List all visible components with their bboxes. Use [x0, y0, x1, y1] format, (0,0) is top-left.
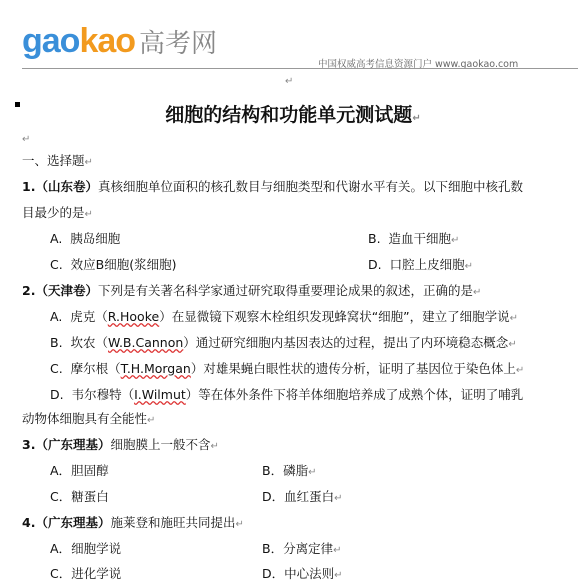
q3-option-b[interactable]: B．磷脂↵	[262, 463, 317, 478]
q2-option-d-cont: 动物体细胞具有全能性↵	[22, 411, 156, 426]
q1-option-a[interactable]: A. 胰岛细胞	[50, 231, 121, 246]
question-4-stem: 4.（广东理基）施莱登和施旺共同提出↵	[22, 515, 244, 530]
q3-option-c[interactable]: C．糖蛋白	[50, 489, 109, 504]
q2-option-d[interactable]: D. 韦尔穆特（I.Wilmut）等在体外条件下将羊体细胞培养成了成熟个体，证明了哺乳	[50, 387, 524, 402]
logo-kao: kao	[79, 22, 136, 60]
q1-option-d[interactable]: D. 口腔上皮细胞↵	[368, 257, 473, 272]
logo-gao: gao	[22, 22, 80, 60]
q4-option-c[interactable]: C．进化学说	[50, 566, 122, 581]
header-divider	[22, 68, 578, 69]
question-2-stem: 2.（天津卷）下列是有关著名科学家通过研究取得重要理论成果的叙述，正确的是↵	[22, 283, 482, 298]
q4-option-a[interactable]: A．细胞学说	[50, 541, 122, 556]
q1-option-b[interactable]: B. 造血干细胞↵	[368, 231, 460, 246]
paragraph-mark: ↵	[22, 134, 31, 145]
question-1-stem: 1.（山东卷）真核细胞单位面积的核孔数目与细胞类型和代谢水平有关。以下细胞中核孔数	[22, 179, 523, 194]
paragraph-mark: ↵	[285, 76, 294, 87]
section-heading: 一、选择题↵	[22, 153, 93, 168]
header-tagline: 中国权威高考信息资源门户 www.gaokao.com	[318, 59, 519, 70]
q1-option-c[interactable]: C. 效应B细胞(浆细胞)	[50, 257, 177, 272]
question-1-stem-cont: 目最少的是↵	[22, 205, 93, 220]
q3-option-a[interactable]: A．胆固醇	[50, 463, 109, 478]
page-title: 细胞的结构和功能单元测试题↵	[165, 104, 421, 126]
q2-option-b[interactable]: B. 坎农（W.B.Cannon）通过研究细胞内基因表达的过程，提出了内环境稳态概念↵	[50, 335, 517, 350]
q3-option-d[interactable]: D．血红蛋白↵	[262, 489, 343, 504]
q4-option-d[interactable]: D．中心法则↵	[262, 566, 343, 581]
q2-option-a[interactable]: A. 虎克（R.Hooke）在显微镜下观察木栓组织发现蜂窝状“细胞”，建立了细胞学说↵	[50, 309, 519, 324]
q4-option-b[interactable]: B．分离定律↵	[262, 541, 342, 556]
question-3-stem: 3.（广东理基）细胞膜上一般不含↵	[22, 437, 219, 452]
logo-cn: 高考网	[139, 29, 218, 59]
gaokao-logo[interactable]	[22, 22, 217, 61]
q2-option-c[interactable]: C. 摩尔根（T.H.Morgan）对雄果蝇白眼性状的遗传分析，证明了基因位于染色体上↵	[50, 361, 525, 376]
